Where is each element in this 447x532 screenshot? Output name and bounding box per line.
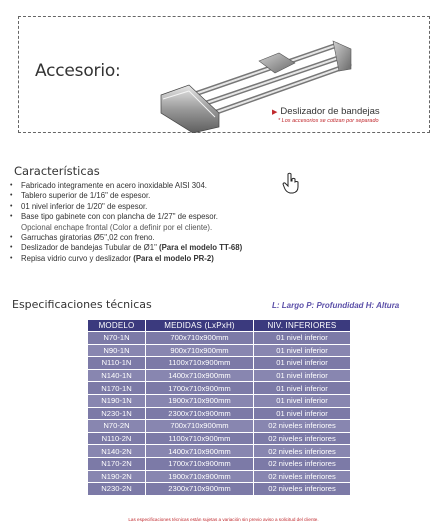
table-row [88, 420, 351, 433]
specs-table [87, 319, 351, 496]
dimensions-cell: 900x710x900mm [146, 344, 254, 357]
lower-levels-cell: 01 nivel inferior [254, 332, 351, 345]
dimensions-cell: 700x710x900mm [146, 332, 254, 345]
accessory-panel [18, 16, 430, 133]
dimensions-cell: 1100x710x900mm [146, 357, 254, 370]
lower-levels-cell: 02 niveles inferiores [254, 432, 351, 445]
column-header-model: MODELO [88, 320, 146, 332]
column-header-lower-levels: NIV. INFERIORES [254, 320, 351, 332]
model-cell: N190-2N [88, 470, 146, 483]
model-cell: N170-2N [88, 457, 146, 470]
features-list [10, 181, 330, 264]
model-cell: N190-1N [88, 394, 146, 407]
feature-item: • Base tipo gabinete con con plancha de 1/27" de espesor. [10, 212, 330, 222]
table-row [88, 470, 351, 483]
triangle-bullet-icon: ▶ [272, 109, 278, 116]
table-row [88, 344, 351, 357]
dimensions-legend: L: Largo P: Profundidad H: Altura [272, 301, 400, 310]
table-row [88, 432, 351, 445]
model-cell: N110-2N [88, 432, 146, 445]
dimensions-cell: 2300x710x900mm [146, 483, 254, 496]
dimensions-cell: 2300x710x900mm [146, 407, 254, 420]
lower-levels-cell: 01 nivel inferior [254, 357, 351, 370]
accessory-item-label [272, 106, 380, 117]
dimensions-cell: 1700x710x900mm [146, 457, 254, 470]
dimensions-cell: 1900x710x900mm [146, 394, 254, 407]
model-cell: N230-2N [88, 483, 146, 496]
features-title: Características [14, 164, 100, 178]
dimensions-cell: 1900x710x900mm [146, 470, 254, 483]
accessory-item-text: Deslizador de bandejas [280, 106, 380, 117]
lower-levels-cell: 01 nivel inferior [254, 382, 351, 395]
lower-levels-cell: 02 niveles inferiores [254, 483, 351, 496]
table-row [88, 332, 351, 345]
dimensions-cell: 1100x710x900mm [146, 432, 254, 445]
table-row [88, 483, 351, 496]
model-cell: N110-1N [88, 357, 146, 370]
feature-subitem: Opcional enchape frontal (Color a definir por el cliente). [21, 222, 213, 232]
table-header-row [88, 320, 351, 332]
table-row [88, 357, 351, 370]
feature-item: • Repisa vidrio curvo y deslizador (Para el modelo PR-2) [10, 254, 330, 264]
accessory-note: * Los accesorios se cotizan por separado [278, 118, 379, 124]
table-row [88, 394, 351, 407]
lower-levels-cell: 02 niveles inferiores [254, 457, 351, 470]
feature-item: • Tablero superior de 1/16" de espesor. [10, 191, 330, 201]
footnote: Las especificaciones técnicas están sujetas a variación sin previo aviso a solicitud del cliente. [128, 517, 319, 522]
dimensions-cell: 1700x710x900mm [146, 382, 254, 395]
lower-levels-cell: 01 nivel inferior [254, 407, 351, 420]
dimensions-cell: 1400x710x900mm [146, 369, 254, 382]
dimensions-cell: 1400x710x900mm [146, 445, 254, 458]
lower-levels-cell: 01 nivel inferior [254, 369, 351, 382]
model-cell: N70-1N [88, 332, 146, 345]
model-cell: N90-1N [88, 344, 146, 357]
column-header-dimensions: MEDIDAS (LxPxH) [146, 320, 254, 332]
table-row [88, 457, 351, 470]
specs-title: Especificaciones técnicas [12, 298, 152, 311]
lower-levels-cell: 02 niveles inferiores [254, 470, 351, 483]
table-row [88, 445, 351, 458]
feature-item: • Deslizador de bandejas Tubular de Ø1" (Para el modelo TT-68) [10, 243, 330, 253]
accessory-title: Accesorio: [35, 61, 121, 81]
lower-levels-cell: 01 nivel inferior [254, 344, 351, 357]
model-cell: N170-1N [88, 382, 146, 395]
feature-item: • 01 nivel inferior de 1/20" de espesor. [10, 202, 330, 212]
table-row [88, 382, 351, 395]
dimensions-cell: 700x710x900mm [146, 420, 254, 433]
model-cell: N140-2N [88, 445, 146, 458]
lower-levels-cell: 02 niveles inferiores [254, 420, 351, 433]
table-row [88, 369, 351, 382]
lower-levels-cell: 02 niveles inferiores [254, 445, 351, 458]
model-cell: N140-1N [88, 369, 146, 382]
lower-levels-cell: 01 nivel inferior [254, 394, 351, 407]
table-row [88, 407, 351, 420]
model-cell: N230-1N [88, 407, 146, 420]
feature-item: • Fabricado integramente en acero inoxidable AISI 304. [10, 181, 330, 191]
feature-item: • Garruchas giratorias Ø5",02 con freno. [10, 233, 330, 243]
model-cell: N70-2N [88, 420, 146, 433]
